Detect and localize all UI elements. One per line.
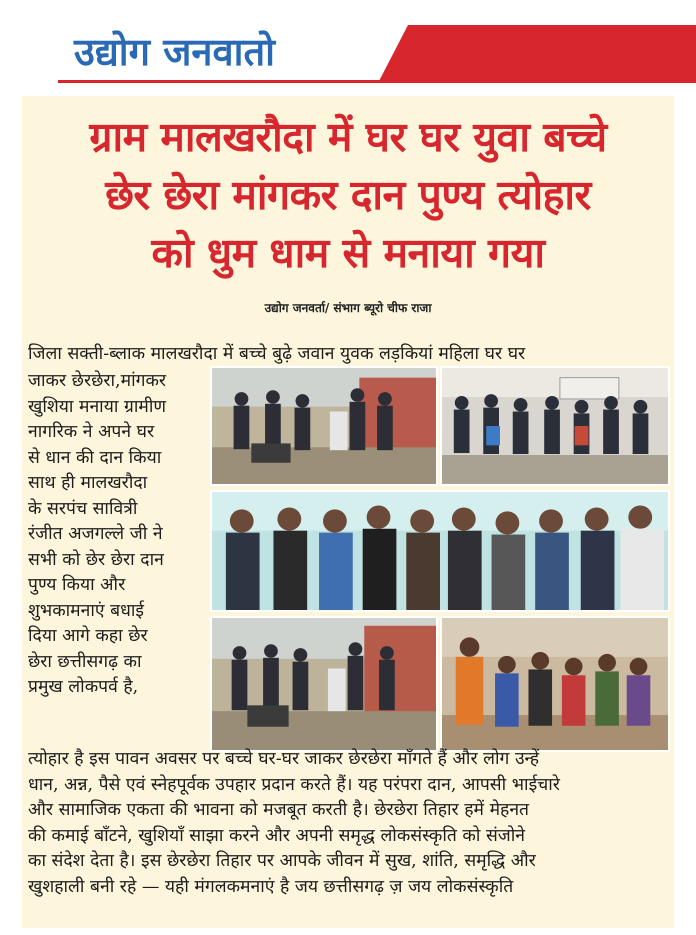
text-line: धान, अन्न, पैसे एवं स्नेहपूर्वक उपहार प्रदान करते हैं। यह परंपरा दान, आपसी भाईचारे [28,774,560,795]
photo-group-courtyard-2 [210,616,438,752]
article-bottom-column [28,747,674,900]
text-line: सभी को छेर छेरा दान [28,549,164,570]
text-line: पुण्य किया और [28,575,126,595]
text-line: प्रमुख लोकपर्व है, [28,677,139,697]
photo-collage [210,366,670,752]
headline-line: ग्राम मालखरौदा में घर घर युवा बच्चे [89,113,607,161]
photo-group-street [440,366,670,486]
article-side-column [28,369,216,701]
text-line: साथ ही मालखरौदा [28,473,148,493]
text-line: त्योहार है इस पावन अवसर पर बच्चे घर-घर जाकर छेरछेरा माँगते हैं और लोग उन्हें [28,749,540,769]
photo-group-courtyard [210,366,438,486]
text-line: के सरपंच सावित्री [28,498,138,519]
headline [22,108,674,282]
article [22,96,674,928]
text-line: जाकर छेरछेरा,मांगकर [28,371,167,391]
newspaper-title: उद्योग जनवातो [74,30,275,74]
text-line: शुभकामनाएं बधाई [28,600,145,621]
byline: उद्योग जनवर्ता/ संभाग ब्यूरो चीफ राजा [264,301,432,315]
text-line: खुशहाली बनी रहे — यही मंगलकमनाएं है जय छत्तीसगढ़ ज़ जय लोकसंस्कृति [28,876,514,897]
photo-children-group [440,616,670,752]
headline-line: छेर छेरा मांगकर दान पुण्य त्योहार [105,171,591,219]
text-line: से धान की दान किया [28,447,162,468]
text-line: खुशिया मनाया ग्रामीण [28,396,166,417]
text-line: की कमाई बाँटने, खुशियाँ साझा करने और अपनी समृद्ध लोकसंस्कृति को संजोने [28,825,526,846]
masthead-red-banner [378,25,696,83]
headline-line: को धुम धाम से मनाया गया [151,229,545,277]
text-line: और सामाजिक एकता की भावना को मजबूत करती है। छेरछेरा तिहार हमें मेहनत [28,800,530,820]
masthead [0,0,696,90]
text-line: दिया आगे कहा छेर [28,626,148,646]
text-line: छेरा छत्तीसगढ़ का [28,651,142,672]
text-line: रंजीत अजगल्ले जी ने [28,524,163,544]
article-intro-line: जिला सक्ती-ब्लाक मालखरौदा में बच्चे बुढ़े जवान युवक लड़कियां महिला घर घर [28,344,526,364]
text-line: नागरिक ने अपने घर [28,422,155,442]
text-line: का संदेश देता है। इस छेरछेरा तिहार पर आपके जीवन में सुख, शांति, समृद्धि और [28,851,536,871]
photo-group-wide [210,490,670,612]
